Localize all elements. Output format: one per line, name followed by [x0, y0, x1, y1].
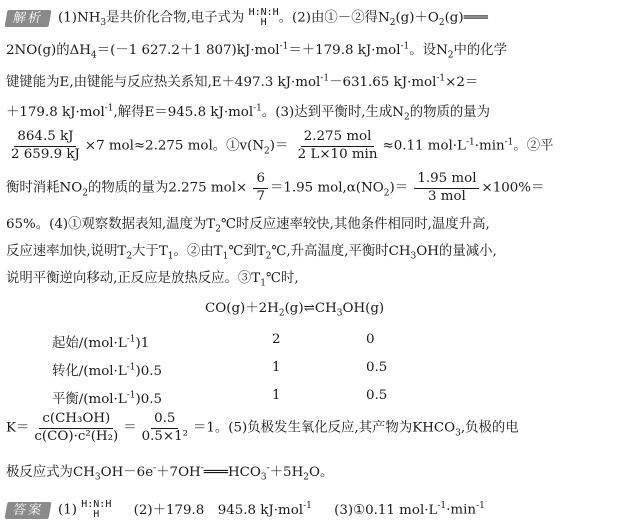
- fraction-rate: $\frac{\text{2.275 mol}}{2 L\times 10 \min}$: [297, 129, 378, 162]
- line-7: 65%。(4)①观察数据表知,温度为$T_2℃$时反应速率较快,其他条件相同时,温度升高,: [6, 217, 490, 235]
- line-6: 衡时消耗$NO_2$的物质的量为2.275 mol× $\frac{6}{7}$ ＝1.95 $mol,\alpha(NO_2)=$ $\frac{\text{1.95 mol}}{\text{3 mol}}$ ×100%＝: [6, 171, 545, 204]
- line-11: 极反应式为$CH_3OH-6e^-+7OH^-═══HCO_3^-+5H_2O$。: [6, 463, 334, 483]
- line-4: ＋179.8 kJ·mol$^{-1}$,解得E＝945.8 kJ·mol$^{-1}$。(3)达到平衡时,生成$N_2$的物质的量为: [6, 103, 491, 123]
- jiexi-badge: 解析: [5, 10, 52, 27]
- row-change-h2: 1: [272, 360, 281, 375]
- line-9: 说明平衡逆向移动,正反应是放热反应。$③T_1℃$时,: [6, 271, 299, 289]
- fraction-energy: $\frac{864.5 kJ}{2 659.9 kJ}$: [11, 129, 80, 162]
- fraction-six-sevenths: $\frac{6}{7}$: [253, 172, 268, 204]
- row-equilibrium-ch3oh: 0.5: [366, 388, 388, 403]
- line-8: 反应速率加快,说明$T_2$大于$T_1$。②由$T_1℃$到$T_2℃$,升高温度,平衡时$CH_3OH$的量减小,: [6, 244, 497, 262]
- row-change-ch3oh: 0.5: [366, 360, 388, 375]
- daan-badge: 答案: [5, 502, 52, 519]
- line-3: 键键能为E,由键能与反应热关系知,E＋497.3 kJ·mol$^{-1}$－631.65 kJ·mol$^{-1}$×2＝: [6, 73, 479, 90]
- reaction-equation: $CO(g)+2H_2(g)\rightleftharpoons CH_3OH(g)$: [205, 301, 385, 319]
- nh3-electron-formula: H:N:H H: [248, 7, 279, 28]
- fraction-k-expression: $\frac{\text{c(CH₃OH)}}{\text{c(CO)·c²(H₂)}}$: [34, 411, 119, 444]
- row-initial-ch3oh: 0: [366, 332, 375, 347]
- line-10: K＝ $\frac{\text{c(CH₃OH)}}{\text{c(CO)·c²(H₂)}}$ ＝ $\frac{0.5}{\text{0.5×1²}}$ ＝1。(5)负极发生氧化反应,其产物为$KHCO_3$,负极的电: [6, 411, 519, 444]
- row-equilibrium-h2: 1: [272, 388, 281, 403]
- row-change-label: 转化$/(mol\cdot L^{-1})0.5$: [52, 362, 163, 379]
- line-1: 解析 $(1)NH_3$是共价化合物,电子式为 H:N:H H 。(2)由①－②得$N_2(g)+O_2(g)═══$: [6, 8, 636, 28]
- fraction-conversion: $\frac{\text{1.95 mol}}{\text{3 mol}}$: [414, 172, 479, 204]
- fraction-k-value: $\frac{0.5}{\text{0.5×1²}}$: [141, 411, 188, 444]
- answer-line: 答案 (1) H:N:H H (2)＋179.8 945.8 kJ·mol$^{-1}$ (3)①0.11 $mol\cdot L^{-1}\cdot\min^{-1}$: [6, 500, 636, 520]
- answer-electron-formula: H:N:H H: [81, 499, 112, 520]
- line-5: $\frac{864.5 kJ}{2 659.9 kJ}$ ×7 mol≈2.275 mol。$①v(N_2)=$ $\frac{\text{2.275 mol}}{2 L\times 10 \min}$ ≈0.11 $mol\cdot L^{-1}\cdot\min^{-1}$。②平: [6, 130, 636, 162]
- row-initial-h2: 2: [272, 332, 281, 347]
- row-initial-label: 起始$/(mol\cdot L^{-1})1$: [52, 334, 150, 351]
- row-equilibrium-label: 平衡$/(mol\cdot L^{-1})0.5$: [52, 390, 163, 407]
- line-2: 2NO(g)的$\Delta H_4=(-1$ 627.2＋1 807)kJ·mol$^{-1}$＝＋179.8 kJ·mol$^{-1}$。设$N_2$中的化学: [6, 41, 508, 61]
